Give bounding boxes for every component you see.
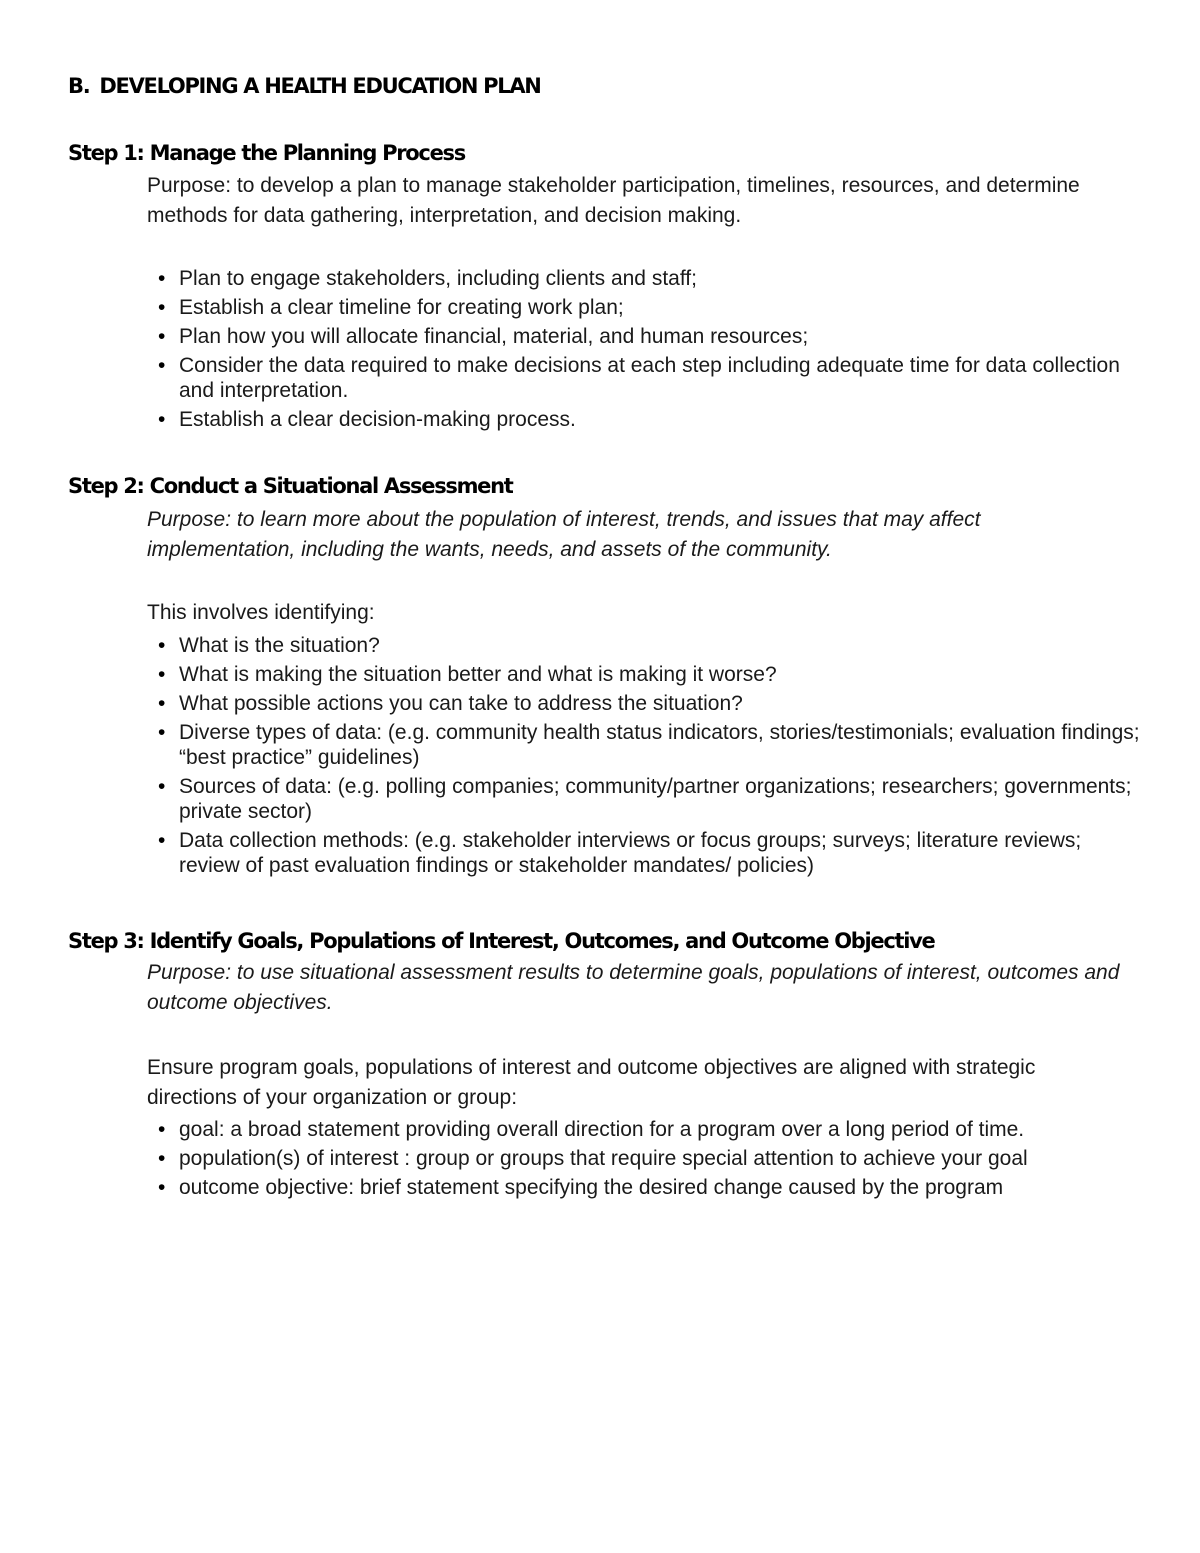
bullet-icon: • [158, 1176, 166, 1199]
bullet-icon: • [158, 1147, 166, 1170]
list-item-text: Diverse types of data: (e.g. community health status indicators, stories/testimonials; evaluation findings; “best practice” guidelines) [179, 721, 1140, 769]
list-item-text: Plan how you will allocate financial, material, and human resources; [179, 325, 809, 348]
step-1-heading: Step 1: Manage the Planning Process [68, 141, 465, 165]
list-item [158, 324, 1143, 349]
list-item-text: Plan to engage stakeholders, including clients and staff; [179, 267, 697, 290]
bullet-icon: • [158, 296, 166, 319]
step-2-list [158, 633, 1143, 882]
bullet-icon: • [158, 663, 166, 686]
step-1-list [158, 266, 1143, 436]
list-item [158, 662, 1143, 687]
list-item-text: goal: a broad statement providing overall direction for a program over a long period of time. [179, 1118, 1025, 1141]
list-item [158, 1175, 1143, 1200]
list-item [158, 720, 1143, 770]
list-item [158, 774, 1143, 824]
bullet-icon: • [158, 692, 166, 715]
bullet-icon: • [158, 634, 166, 657]
list-item [158, 828, 1143, 878]
list-item [158, 353, 1143, 403]
bullet-icon: • [158, 1118, 166, 1141]
list-item-text: Sources of data: (e.g. polling companies; community/partner organizations; researchers; governments; private sector) [179, 775, 1132, 823]
bullet-icon: • [158, 775, 166, 798]
step-1-purpose: Purpose: to develop a plan to manage stakeholder participation, timelines, resources, and determine methods for data gathering, interpretation, and decision making. [147, 174, 1080, 227]
section-letter: B. [68, 74, 90, 98]
list-item [158, 633, 1143, 658]
list-item-text: population(s) of interest : group or groups that require special attention to achieve your goal [179, 1147, 1028, 1170]
step-3-purpose: Purpose: to use situational assessment results to determine goals, populations of interest, outcomes and outcome objectives. [147, 961, 1120, 1014]
step-3-heading: Step 3: Identify Goals, Populations of Interest, Outcomes, and Outcome Objective [68, 929, 935, 953]
list-item [158, 1117, 1143, 1142]
list-item-text: What is making the situation better and what is making it worse? [179, 663, 777, 686]
bullet-icon: • [158, 829, 166, 852]
list-item-text: Establish a clear timeline for creating work plan; [179, 296, 624, 319]
step-2-intro: This involves identifying: [147, 601, 375, 624]
list-item [158, 1146, 1143, 1171]
bullet-icon: • [158, 325, 166, 348]
list-item-text: What is the situation? [179, 634, 380, 657]
bullet-icon: • [158, 408, 166, 431]
list-item [158, 691, 1143, 716]
list-item-text: What possible actions you can take to address the situation? [179, 692, 743, 715]
list-item [158, 266, 1143, 291]
section-title [68, 74, 541, 98]
list-item [158, 295, 1143, 320]
step-3-list [158, 1117, 1143, 1204]
list-item-text: outcome objective: brief statement specifying the desired change caused by the program [179, 1176, 1004, 1199]
list-item-text: Consider the data required to make decisions at each step including adequate time for data collection and interpretation. [179, 354, 1120, 402]
list-item-text: Data collection methods: (e.g. stakeholder interviews or focus groups; surveys; literature reviews; review of past evaluation findings or stakeholder mandates/ policies) [179, 829, 1082, 877]
step-3-intro: Ensure program goals, populations of interest and outcome objectives are aligned with strategic directions of your organization or group: [147, 1056, 1036, 1109]
section-title-text: DEVELOPING A HEALTH EDUCATION PLAN [99, 74, 541, 98]
list-item-text: Establish a clear decision-making process. [179, 408, 576, 431]
bullet-icon: • [158, 721, 166, 744]
bullet-icon: • [158, 354, 166, 377]
list-item [158, 407, 1143, 432]
step-2-heading: Step 2: Conduct a Situational Assessment [68, 474, 513, 498]
bullet-icon: • [158, 267, 166, 290]
step-2-purpose: Purpose: to learn more about the population of interest, trends, and issues that may affect implementation, including the wants, needs, and assets of the community. [147, 508, 981, 561]
